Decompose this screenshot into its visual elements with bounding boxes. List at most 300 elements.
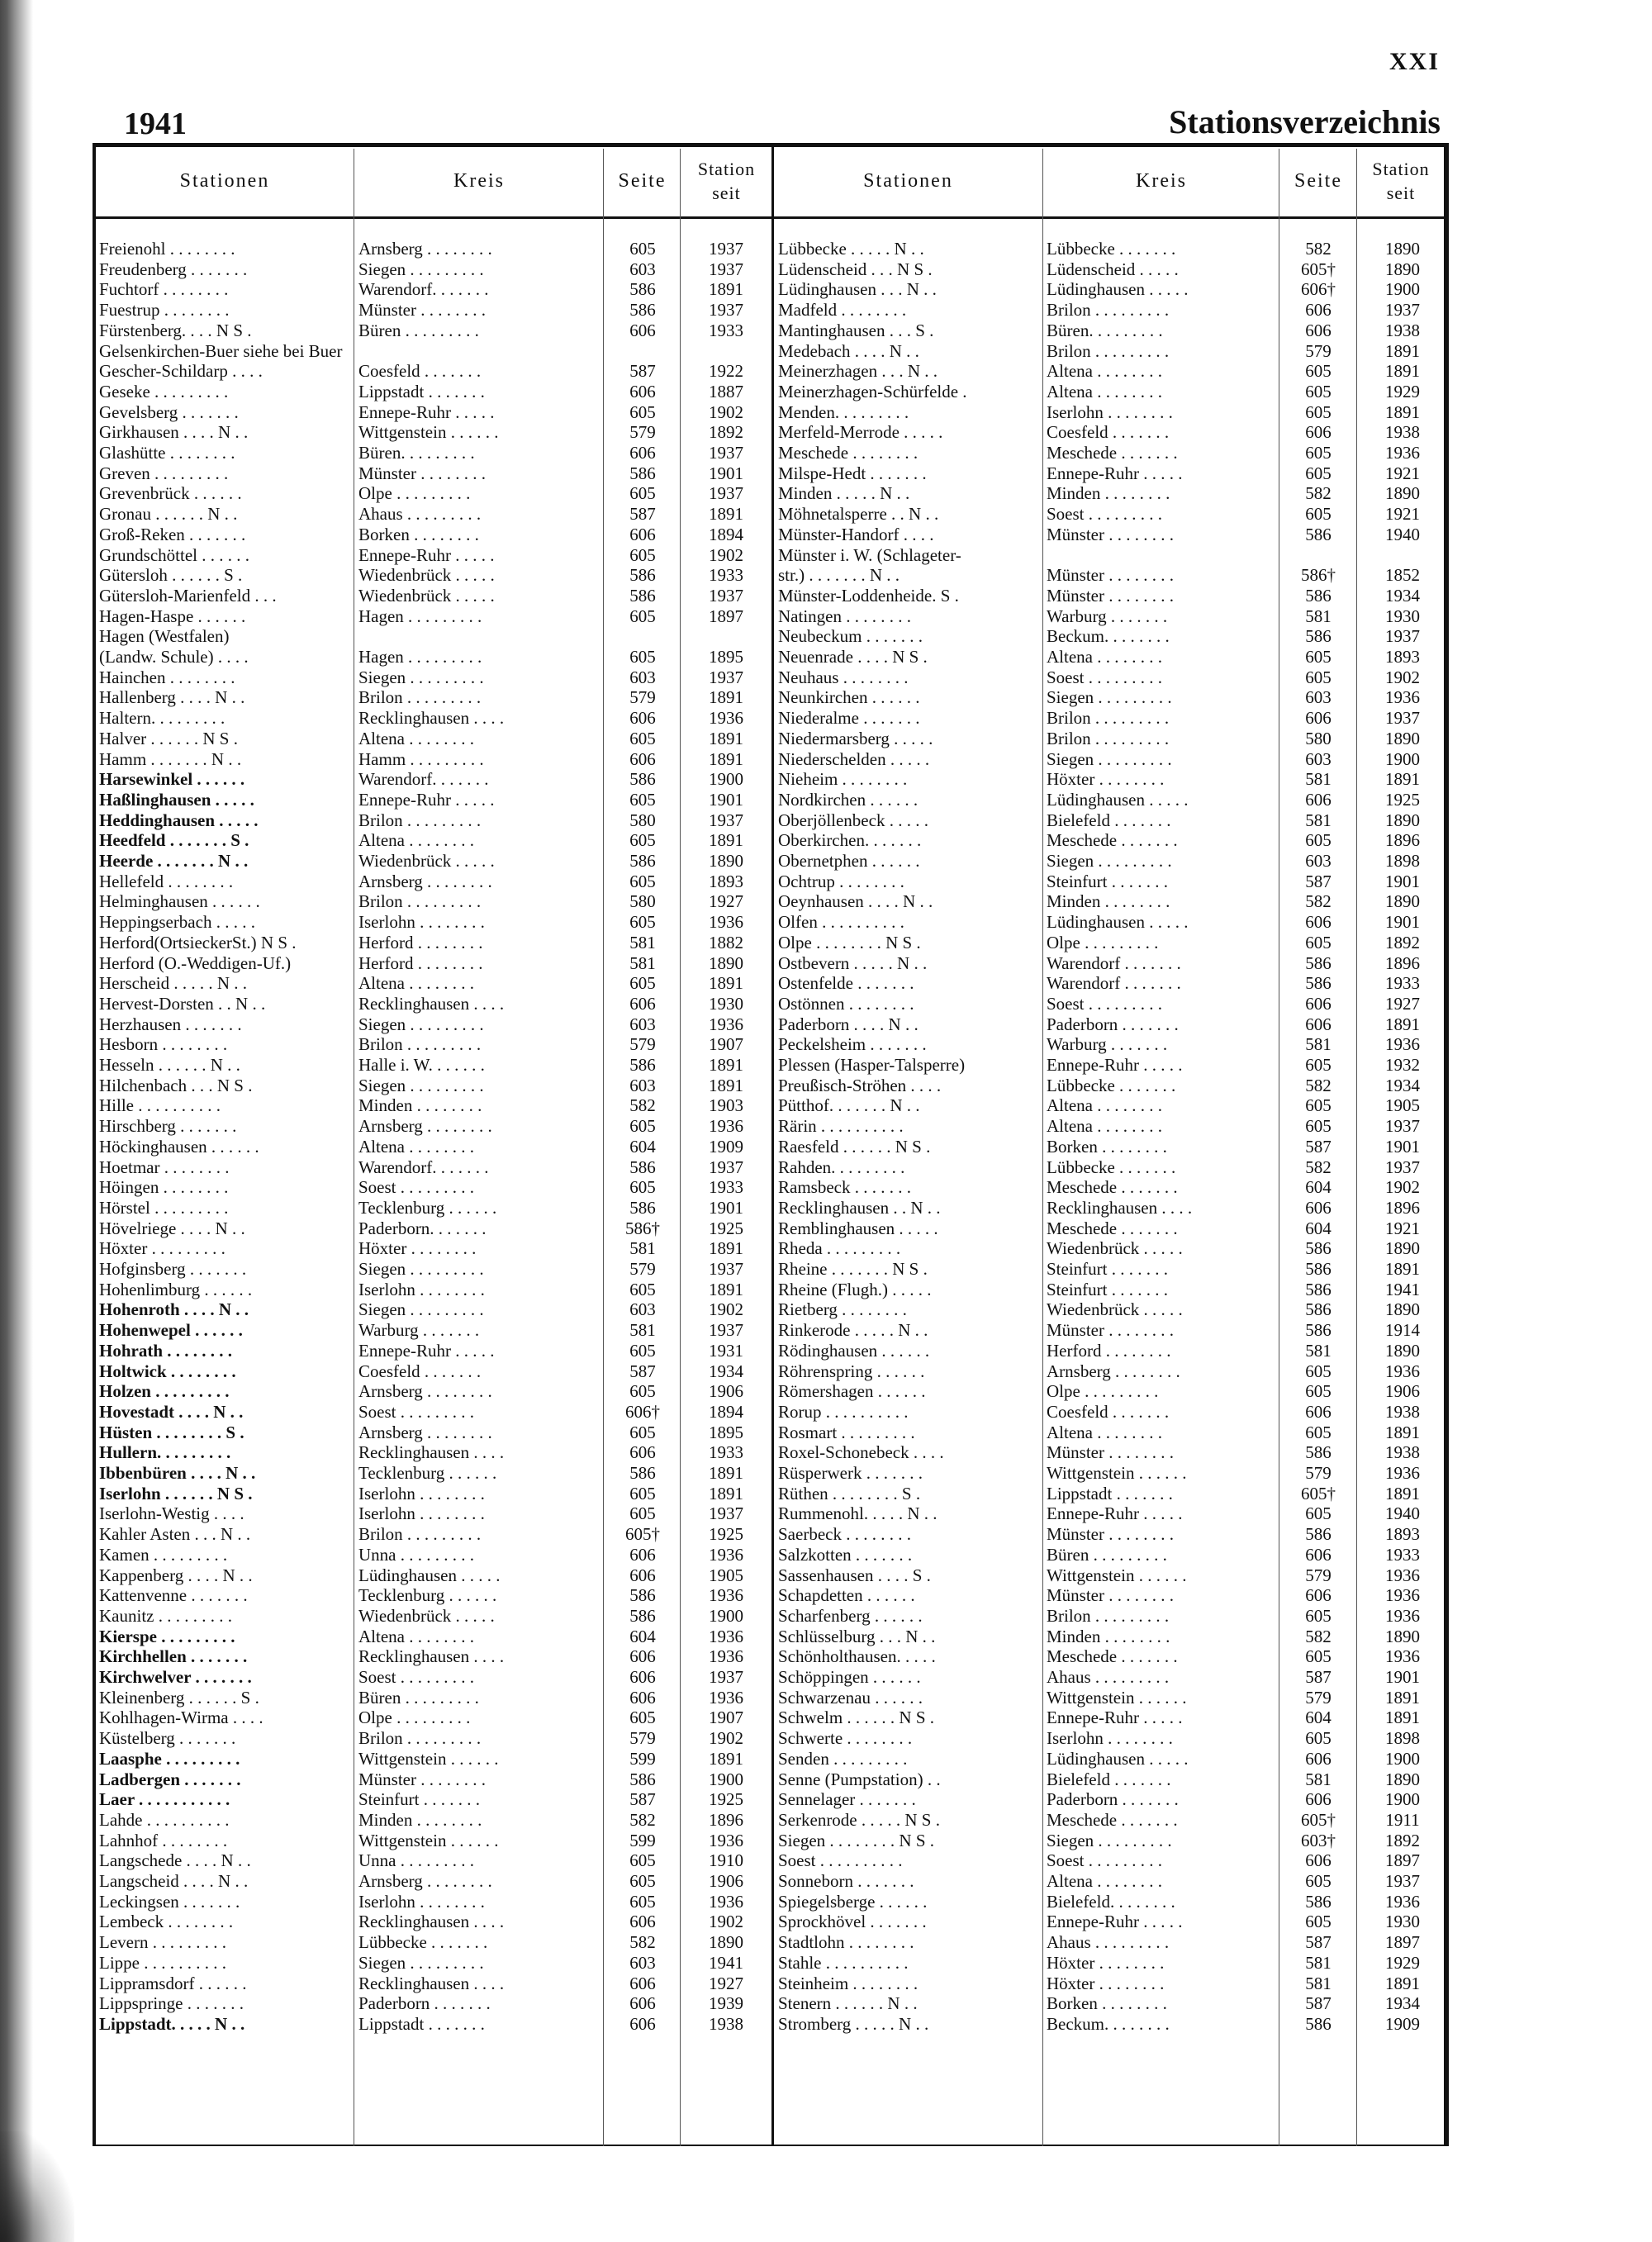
station-name: Gescher-Schildarp . . . . bbox=[99, 361, 263, 382]
kreis-name: Recklinghausen . . . . bbox=[358, 993, 505, 1014]
station-name: Ostbevern . . . . . N . . bbox=[778, 952, 928, 973]
seite-value: 581 bbox=[1305, 1769, 1332, 1789]
station-seit-value: 1938 bbox=[1385, 320, 1420, 340]
seite-value: 599 bbox=[629, 1830, 656, 1850]
table-row bbox=[0, 1627, 1454, 1647]
station-seit-value: 1933 bbox=[709, 320, 743, 340]
station-name: Hirschberg . . . . . . . bbox=[99, 1116, 237, 1137]
station-name: Niederschelden . . . . . bbox=[778, 748, 930, 769]
kreis-name: Arnsberg . . . . . . . . bbox=[358, 1381, 492, 1402]
seite-value: 606 bbox=[1305, 422, 1332, 443]
station-name: Roxel-Schonebeck . . . . bbox=[778, 1442, 944, 1463]
station-seit-value: 1933 bbox=[1385, 973, 1420, 994]
seite-value: 606 bbox=[1305, 993, 1332, 1014]
seite-value: 586 bbox=[629, 1605, 656, 1626]
station-name: Hervest-Dorsten . . N . . bbox=[99, 993, 266, 1014]
station-name: Olfen . . . . . . . . . . bbox=[778, 912, 904, 933]
seite-value: 586 bbox=[629, 1585, 656, 1606]
kreis-name: Iserlohn . . . . . . . . bbox=[358, 912, 485, 933]
seite-value: 586 bbox=[629, 851, 656, 871]
station-name: Kirchhellen . . . . . . . bbox=[99, 1646, 248, 1667]
station-seit-value: 1911 bbox=[1385, 1809, 1420, 1830]
seite-value: 605 bbox=[629, 871, 656, 891]
station-name: Serkenrode . . . . . N S . bbox=[778, 1809, 940, 1830]
seite-value: 606 bbox=[629, 1442, 656, 1463]
seite-value: 606 bbox=[1305, 1197, 1332, 1218]
station-seit-value: 1933 bbox=[709, 565, 743, 586]
seite-value: 605 bbox=[1305, 504, 1332, 525]
station-name: Langscheid . . . . N . . bbox=[99, 1871, 249, 1891]
kreis-name: Siegen . . . . . . . . . bbox=[1047, 851, 1172, 871]
station-seit-value: 1894 bbox=[709, 1401, 743, 1422]
station-name: Hainchen . . . . . . . . bbox=[99, 667, 235, 687]
kreis-name: Iserlohn . . . . . . . . bbox=[1047, 401, 1173, 422]
kreis-name: Recklinghausen . . . . bbox=[358, 1973, 505, 1993]
table-row bbox=[0, 1932, 1454, 1953]
table-row bbox=[0, 1871, 1454, 1892]
seite-value: 604 bbox=[629, 1136, 656, 1157]
station-name: Heppingserbach . . . . . bbox=[99, 912, 255, 933]
kreis-name: Ennepe-Ruhr . . . . . bbox=[1047, 463, 1183, 483]
station-name: Groß-Reken . . . . . . . bbox=[99, 524, 246, 544]
seite-value: 582 bbox=[1305, 239, 1332, 259]
station-seit-value: 1896 bbox=[1385, 952, 1420, 973]
table-row bbox=[0, 1259, 1454, 1280]
seite-value: 606 bbox=[1305, 1544, 1332, 1565]
station-name: Ladbergen . . . . . . . bbox=[99, 1769, 241, 1789]
station-name: Herzhausen . . . . . . . bbox=[99, 1014, 242, 1034]
station-name: Siegen . . . . . . . . N S . bbox=[778, 1830, 934, 1850]
kreis-name: Arnsberg . . . . . . . . bbox=[358, 1116, 492, 1137]
seite-value: 606 bbox=[629, 524, 656, 544]
station-seit-value: 1936 bbox=[709, 708, 743, 729]
kreis-name: Münster . . . . . . . . bbox=[1047, 585, 1174, 606]
station-seit-value: 1909 bbox=[709, 1136, 743, 1157]
station-seit-value: 1901 bbox=[1385, 1667, 1420, 1687]
station-name: Kohlhagen-Wirma . . . . bbox=[99, 1708, 263, 1728]
kreis-name: Arnsberg . . . . . . . . bbox=[1047, 1361, 1180, 1381]
station-seit-value: 1933 bbox=[1385, 1544, 1420, 1565]
seite-value: 606 bbox=[629, 1973, 656, 1993]
seite-value: 606 bbox=[1305, 300, 1332, 321]
station-name: Laasphe . . . . . . . . . bbox=[99, 1748, 240, 1769]
station-name: Senne (Pumpstation) . . bbox=[778, 1769, 941, 1789]
seite-value: 606† bbox=[1301, 279, 1336, 300]
seite-value: 586 bbox=[629, 1197, 656, 1218]
station-name: Herford (O.-Weddigen-Uf.) bbox=[99, 952, 292, 973]
seite-value: 605 bbox=[629, 1279, 656, 1299]
station-name: Rorup . . . . . . . . . . bbox=[778, 1401, 909, 1422]
table-row bbox=[0, 1442, 1454, 1463]
table-row bbox=[0, 1912, 1454, 1932]
station-seit-value: 1906 bbox=[709, 1381, 743, 1402]
kreis-name: Paderborn . . . . . . . bbox=[1047, 1789, 1179, 1810]
station-seit-value: 1936 bbox=[709, 1014, 743, 1034]
station-seit-value: 1934 bbox=[1385, 1075, 1420, 1095]
table-row bbox=[0, 953, 1454, 974]
station-seit-value: 1939 bbox=[709, 1993, 743, 2014]
table-row bbox=[0, 1953, 1454, 1974]
station-seit-value: 1936 bbox=[709, 1830, 743, 1850]
station-seit-value: 1891 bbox=[709, 504, 743, 525]
seite-value: 586 bbox=[1305, 524, 1332, 544]
kreis-name: Wittgenstein . . . . . . bbox=[1047, 1687, 1187, 1708]
seite-value: 582 bbox=[1305, 1626, 1332, 1646]
table-row bbox=[0, 1198, 1454, 1218]
station-name: Hovestadt . . . . N . . bbox=[99, 1401, 244, 1422]
table-row bbox=[0, 525, 1454, 545]
seite-value: 587 bbox=[1305, 1667, 1332, 1687]
kreis-name: Soest . . . . . . . . . bbox=[1047, 504, 1163, 525]
kreis-name: Ahaus . . . . . . . . . bbox=[358, 504, 482, 525]
station-name: Meschede . . . . . . . . bbox=[778, 443, 919, 463]
station-seit-value: 1934 bbox=[1385, 585, 1420, 606]
kreis-name: Soest . . . . . . . . . bbox=[1047, 993, 1163, 1014]
seite-value: 579 bbox=[1305, 1463, 1332, 1483]
station-seit-value: 1882 bbox=[709, 932, 743, 952]
seite-value: 586 bbox=[629, 585, 656, 606]
kreis-name: Wittgenstein . . . . . . bbox=[358, 1748, 499, 1769]
kreis-name: Steinfurt . . . . . . . bbox=[358, 1789, 480, 1810]
station-seit-value: 1896 bbox=[1385, 1197, 1420, 1218]
kreis-name: Coesfeld . . . . . . . bbox=[1047, 1401, 1170, 1422]
kreis-name: Arnsberg . . . . . . . . bbox=[358, 871, 492, 891]
station-seit-value: 1887 bbox=[709, 381, 743, 401]
seite-value: 605† bbox=[625, 1524, 660, 1545]
kreis-name: Minden . . . . . . . . bbox=[1047, 891, 1170, 912]
seite-value: 587 bbox=[1305, 1136, 1332, 1157]
station-seit-value: 1852 bbox=[1385, 565, 1420, 586]
seite-value: 586 bbox=[1305, 952, 1332, 973]
station-seit-value: 1891 bbox=[1385, 401, 1420, 422]
kreis-name: Recklinghausen . . . . bbox=[1047, 1197, 1193, 1218]
kreis-name: Lüdinghausen . . . . . bbox=[1047, 789, 1189, 810]
station-name: Schwelm . . . . . . N S . bbox=[778, 1708, 934, 1728]
station-name: Peckelsheim . . . . . . . bbox=[778, 1034, 927, 1055]
kreis-name: Siegen . . . . . . . . . bbox=[358, 1299, 484, 1320]
station-name: Sassenhausen . . . . S . bbox=[778, 1565, 931, 1585]
station-seit-value: 1901 bbox=[1385, 912, 1420, 933]
table-row bbox=[0, 687, 1454, 708]
table-row bbox=[0, 1299, 1454, 1320]
station-seit-value: 1921 bbox=[1385, 504, 1420, 525]
kreis-name: Brilon . . . . . . . . . bbox=[358, 1524, 482, 1545]
kreis-name: Lübbecke . . . . . . . bbox=[1047, 239, 1176, 259]
kreis-name: Beckum. . . . . . . . bbox=[1047, 626, 1170, 647]
table-row bbox=[0, 1524, 1454, 1545]
station-seit-value: 1941 bbox=[1385, 1279, 1420, 1299]
seite-value: 587 bbox=[1305, 1993, 1332, 2014]
seite-value: 586 bbox=[1305, 1259, 1332, 1279]
seite-value: 605 bbox=[1305, 1605, 1332, 1626]
station-seit-value: 1900 bbox=[709, 1605, 743, 1626]
station-seit-value: 1891 bbox=[709, 748, 743, 769]
table-row bbox=[0, 1177, 1454, 1198]
station-name: Lippramsdorf . . . . . . bbox=[99, 1973, 247, 1993]
station-name: Iserlohn-Westig . . . . bbox=[99, 1503, 244, 1524]
seite-value: 582 bbox=[1305, 891, 1332, 912]
table-row bbox=[0, 729, 1454, 749]
station-seit-value: 1940 bbox=[1385, 524, 1420, 544]
station-seit-value: 1921 bbox=[1385, 1218, 1420, 1238]
kreis-name: Altena . . . . . . . . bbox=[358, 830, 474, 851]
kreis-name: Wiedenbrück . . . . . bbox=[358, 585, 495, 606]
station-seit-value: 1891 bbox=[1385, 1422, 1420, 1442]
station-name: Saerbeck . . . . . . . . bbox=[778, 1524, 911, 1545]
station-seit-value: 1936 bbox=[1385, 1891, 1420, 1912]
table-row bbox=[0, 300, 1454, 321]
station-seit-value: 1936 bbox=[709, 1116, 743, 1137]
kreis-name: Iserlohn . . . . . . . . bbox=[1047, 1728, 1173, 1749]
seite-value: 603 bbox=[629, 1075, 656, 1095]
station-name: Kleinenberg . . . . . . S . bbox=[99, 1687, 259, 1708]
kreis-name: Lübbecke . . . . . . . bbox=[1047, 1075, 1176, 1095]
station-seit-value: 1890 bbox=[709, 851, 743, 871]
kreis-name: Olpe . . . . . . . . . bbox=[358, 483, 471, 504]
station-name: Kaunitz . . . . . . . . . bbox=[99, 1605, 232, 1626]
seite-value: 605 bbox=[629, 912, 656, 933]
kreis-name: Altena . . . . . . . . bbox=[1047, 1095, 1162, 1116]
station-seit-value: 1890 bbox=[1385, 728, 1420, 748]
station-name: Lüdinghausen . . . N . . bbox=[778, 279, 937, 300]
table-row bbox=[0, 790, 1454, 810]
station-name: Lippstadt. . . . . N . . bbox=[99, 2013, 245, 2034]
station-seit-value: 1937 bbox=[709, 259, 743, 279]
station-name: Rinkerode . . . . . N . . bbox=[778, 1320, 928, 1341]
station-seit-value: 1898 bbox=[1385, 851, 1420, 871]
station-name: Gütersloh . . . . . . S . bbox=[99, 565, 243, 586]
seite-value: 603 bbox=[629, 1299, 656, 1320]
seite-value: 587 bbox=[629, 1789, 656, 1810]
kreis-name: Minden . . . . . . . . bbox=[1047, 483, 1170, 504]
seite-value: 606 bbox=[1305, 1401, 1332, 1422]
kreis-name: Ennepe-Ruhr . . . . . bbox=[358, 1340, 495, 1361]
station-name: Spiegelsberge . . . . . . bbox=[778, 1891, 928, 1912]
station-seit-value: 1930 bbox=[1385, 1912, 1420, 1932]
station-seit-value: 1891 bbox=[1385, 1014, 1420, 1034]
kreis-name: Meschede . . . . . . . bbox=[1047, 1646, 1178, 1667]
kreis-name: Wittgenstein . . . . . . bbox=[1047, 1565, 1187, 1585]
station-seit-value: 1891 bbox=[1385, 1483, 1420, 1503]
station-name: Minden . . . . . N . . bbox=[778, 483, 910, 504]
seite-value: 606 bbox=[1305, 1014, 1332, 1034]
kreis-name: Büren . . . . . . . . . bbox=[358, 1687, 479, 1708]
station-name: Olpe . . . . . . . . N S . bbox=[778, 932, 921, 952]
kreis-name: Paderborn . . . . . . . bbox=[1047, 1014, 1179, 1034]
station-name: Halver . . . . . . N S . bbox=[99, 728, 238, 748]
seite-value: 586† bbox=[1301, 565, 1336, 586]
seite-value: 586† bbox=[625, 1218, 660, 1238]
table-row bbox=[0, 994, 1454, 1014]
station-seit-value: 1936 bbox=[1385, 1646, 1420, 1667]
kreis-name: Lüdinghausen . . . . . bbox=[1047, 279, 1189, 300]
kreis-name: Unna . . . . . . . . . bbox=[358, 1850, 474, 1871]
kreis-name: Hamm . . . . . . . . . bbox=[358, 748, 484, 769]
seite-value: 586 bbox=[1305, 585, 1332, 606]
kreis-name: Siegen . . . . . . . . . bbox=[358, 1075, 484, 1095]
table-row bbox=[0, 1728, 1454, 1749]
station-seit-value: 1937 bbox=[709, 443, 743, 463]
station-seit-value: 1891 bbox=[1385, 340, 1420, 361]
station-name: Rietberg . . . . . . . . bbox=[778, 1299, 907, 1320]
station-name: Nieheim . . . . . . . . bbox=[778, 769, 908, 790]
station-seit-value: 1890 bbox=[709, 952, 743, 973]
seite-value: 606 bbox=[1305, 320, 1332, 340]
table-row bbox=[0, 1381, 1454, 1402]
kreis-name: Lippstadt . . . . . . . bbox=[358, 2013, 485, 2034]
seite-value: 606 bbox=[1305, 708, 1332, 729]
station-name: Sprockhövel . . . . . . . bbox=[778, 1912, 927, 1932]
seite-value: 581 bbox=[1305, 1952, 1332, 1973]
table-row bbox=[0, 565, 1454, 586]
kreis-name: Brilon . . . . . . . . . bbox=[358, 810, 482, 830]
station-name: Sonneborn . . . . . . . bbox=[778, 1871, 914, 1891]
table-row bbox=[0, 1076, 1454, 1096]
seite-value: 581 bbox=[1305, 769, 1332, 790]
seite-value: 581 bbox=[629, 1320, 656, 1341]
kreis-name: Arnsberg . . . . . . . . bbox=[358, 1422, 492, 1442]
page-title: Stationsverzeichnis bbox=[1169, 103, 1441, 140]
station-name: Helminghausen . . . . . . bbox=[99, 891, 260, 912]
station-name: Neunkirchen . . . . . . bbox=[778, 687, 920, 708]
station-seit-value: 1901 bbox=[709, 789, 743, 810]
station-name: Lübbecke . . . . . N . . bbox=[778, 239, 924, 259]
station-seit-value: 1936 bbox=[709, 1585, 743, 1606]
kreis-name: Olpe . . . . . . . . . bbox=[358, 1708, 471, 1728]
station-name: Oberjöllenbeck . . . . . bbox=[778, 810, 928, 830]
station-name: Lahnhof . . . . . . . . bbox=[99, 1830, 228, 1850]
station-seit-value: 1940 bbox=[1385, 1503, 1420, 1524]
kreis-name: Siegen . . . . . . . . . bbox=[1047, 687, 1172, 708]
station-seit-value: 1937 bbox=[709, 239, 743, 259]
kreis-name: Meschede . . . . . . . bbox=[1047, 1218, 1178, 1238]
kreis-name: Iserlohn . . . . . . . . bbox=[358, 1891, 485, 1912]
seite-value: 606 bbox=[629, 708, 656, 729]
seite-value: 606 bbox=[629, 1667, 656, 1687]
seite-value: 605 bbox=[1305, 361, 1332, 382]
station-seit-value: 1931 bbox=[709, 1340, 743, 1361]
station-name: Hohenlimburg . . . . . . bbox=[99, 1279, 253, 1299]
seite-value: 605 bbox=[629, 239, 656, 259]
station-seit-value: 1892 bbox=[1385, 932, 1420, 952]
kreis-name: Tecklenburg . . . . . . bbox=[358, 1463, 497, 1483]
station-name: Schwarzenau . . . . . . bbox=[778, 1687, 923, 1708]
table-row bbox=[0, 1034, 1454, 1055]
station-seit-value: 1900 bbox=[709, 769, 743, 790]
table-row bbox=[0, 1014, 1454, 1035]
seite-value: 580 bbox=[629, 891, 656, 912]
station-seit-value: 1936 bbox=[1385, 687, 1420, 708]
table-row bbox=[0, 1402, 1454, 1423]
table-row bbox=[0, 1320, 1454, 1341]
station-seit-value: 1906 bbox=[709, 1871, 743, 1891]
seite-value: 579 bbox=[1305, 1565, 1332, 1585]
seite-value: 587 bbox=[629, 1361, 656, 1381]
station-name: Schönholthausen. . . . . bbox=[778, 1646, 936, 1667]
kreis-name: Lüdenscheid . . . . . bbox=[1047, 259, 1179, 279]
table-row bbox=[0, 1484, 1454, 1504]
station-name: Kirchwelver . . . . . . . bbox=[99, 1667, 252, 1687]
seite-value: 606 bbox=[1305, 1585, 1332, 1606]
station-name: Fuestrup . . . . . . . . bbox=[99, 300, 230, 321]
station-name: Recklinghausen . . N . . bbox=[778, 1197, 941, 1218]
kreis-name: Altena . . . . . . . . bbox=[1047, 1871, 1162, 1891]
kreis-name: Wiedenbrück . . . . . bbox=[1047, 1238, 1183, 1259]
seite-value: 605 bbox=[1305, 1912, 1332, 1932]
seite-value: 579 bbox=[629, 687, 656, 708]
station-name: Sennelager . . . . . . . bbox=[778, 1789, 916, 1810]
seite-value: 603† bbox=[1301, 1830, 1336, 1850]
station-name: Salzkotten . . . . . . . bbox=[778, 1544, 913, 1565]
seite-value: 605 bbox=[1305, 830, 1332, 851]
seite-value: 606 bbox=[1305, 789, 1332, 810]
seite-value: 603 bbox=[629, 1014, 656, 1034]
station-seit-value: 1890 bbox=[1385, 239, 1420, 259]
station-name: Stromberg . . . . . N . . bbox=[778, 2013, 929, 2034]
kreis-name: Büren . . . . . . . . . bbox=[358, 320, 479, 340]
kreis-name: Lippstadt . . . . . . . bbox=[1047, 1483, 1173, 1503]
seite-value: 606 bbox=[629, 320, 656, 340]
seite-value: 586 bbox=[1305, 1442, 1332, 1463]
seite-value: 582 bbox=[1305, 1157, 1332, 1177]
table-row bbox=[0, 402, 1454, 423]
station-name: Ochtrup . . . . . . . . bbox=[778, 871, 904, 891]
station-name: Niedermarsberg . . . . . bbox=[778, 728, 933, 748]
kreis-name: Brilon . . . . . . . . . bbox=[1047, 708, 1170, 729]
kreis-name: Wiedenbrück . . . . . bbox=[358, 851, 495, 871]
station-seit-value: 1934 bbox=[1385, 1993, 1420, 2014]
seite-value: 605 bbox=[629, 544, 656, 565]
station-seit-value: 1891 bbox=[709, 687, 743, 708]
seite-value: 581 bbox=[1305, 810, 1332, 830]
kreis-name: Soest . . . . . . . . . bbox=[1047, 1850, 1163, 1871]
station-name: Herford(OrtsieckerSt.) N S . bbox=[99, 932, 297, 952]
table-row bbox=[0, 2014, 1454, 2035]
station-name: Kattenvenne . . . . . . . bbox=[99, 1585, 248, 1606]
station-seit-value: 1938 bbox=[709, 2013, 743, 2034]
seite-value: 605 bbox=[1305, 463, 1332, 483]
seite-value: 605 bbox=[629, 1381, 656, 1402]
station-name: Mantinghausen . . . S . bbox=[778, 320, 934, 340]
seite-value: 605 bbox=[1305, 647, 1332, 667]
seite-value: 606 bbox=[629, 1646, 656, 1667]
station-name: Scharfenberg . . . . . . bbox=[778, 1605, 923, 1626]
station-seit-value: 1936 bbox=[709, 912, 743, 933]
seite-value: 606 bbox=[629, 1912, 656, 1932]
station-seit-value: 1905 bbox=[1385, 1095, 1420, 1116]
table-row bbox=[0, 1137, 1454, 1157]
kreis-name: Lippstadt . . . . . . . bbox=[358, 381, 485, 401]
kreis-name: Ennepe-Ruhr . . . . . bbox=[1047, 1503, 1183, 1524]
station-name: Höingen . . . . . . . . bbox=[99, 1177, 229, 1198]
kreis-name: Warburg . . . . . . . bbox=[1047, 1034, 1168, 1055]
station-name: Heerde . . . . . . . N . . bbox=[99, 851, 249, 871]
station-seit-value: 1893 bbox=[1385, 647, 1420, 667]
station-name: Hagen-Haspe . . . . . . bbox=[99, 606, 246, 626]
station-name: Rahden. . . . . . . . . bbox=[778, 1157, 905, 1177]
seite-value: 605 bbox=[629, 1503, 656, 1524]
station-name: Hohenwepel . . . . . . bbox=[99, 1320, 243, 1341]
kreis-name: Altena . . . . . . . . bbox=[358, 973, 474, 994]
station-name: Meinerzhagen . . . N . . bbox=[778, 361, 938, 382]
station-name: Rosmart . . . . . . . . . bbox=[778, 1422, 915, 1442]
seite-value: 582 bbox=[1305, 1075, 1332, 1095]
kreis-name: Iserlohn . . . . . . . . bbox=[358, 1503, 485, 1524]
table-row bbox=[0, 1545, 1454, 1565]
station-seit-value: 1891 bbox=[1385, 361, 1420, 382]
table-row bbox=[0, 1055, 1454, 1076]
station-name: Rheine (Flugh.) . . . . . bbox=[778, 1279, 932, 1299]
